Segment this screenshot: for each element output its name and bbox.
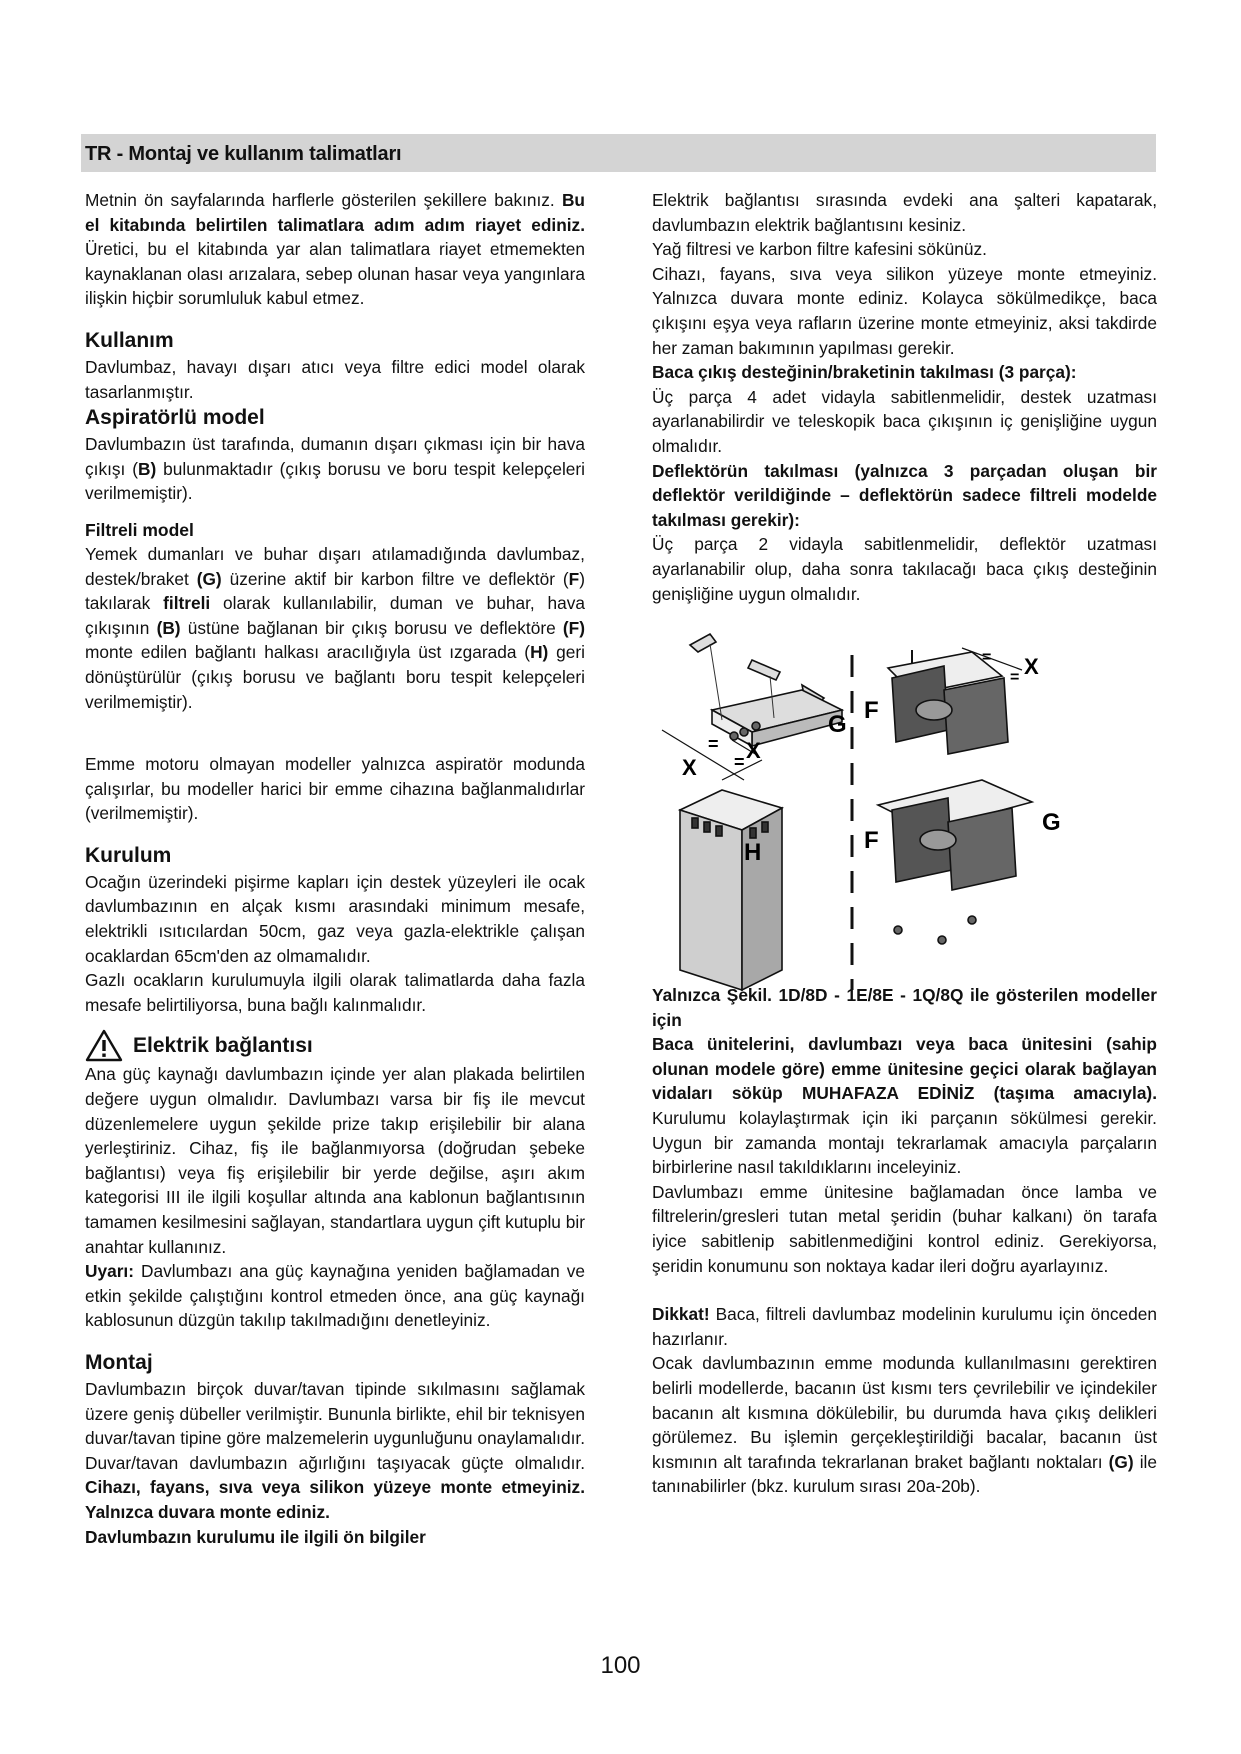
bracket-heading: Baca çıkış desteğinin/braketinin takılması (3 parça):	[652, 362, 1077, 383]
elektrik-text: Ana güç kaynağı davlumbazın içinde yer alan plakada belirtilen değere uygun olmalıdır. Davlumbazı varsa bir fiş ile mevcut düzenlemelere uygun şekilde prize takıp erişilebilir bir alana yerleştiriniz. Cihaz, fiş ile bağlanmıyorsa (doğrudan şebeke bağlantısı) veya fiş erişilebilir bir yerde değilse, aşırı akım kategorisi III ile ilgili koşullar altında ana kablonun bağlantısının tamamen kesilmesini sağlayan, standartlara uygun çift kutuplu bir anahtar kullanınız.	[85, 1064, 585, 1257]
aspirator-text: Davlumbazın üst tarafında, dumanın dışarı çıkması için bir hava çıkışı (B) bulunmaktadır (çıkış borusu ve boru tespit kelepçeleri verilmemiştir).	[85, 434, 585, 504]
ocak-text: Ocak davlumbazının emme modunda kullanılmasını gerektiren belirli modellerde, bacanın üst kısmı ters çevrilebilir ve içindekiler bacanın alt kısmına dökülebilir, bu durumda hava çıkış delikleri görülemez. Bu işlemin gerçekleştirildiği bacalar, bacanın üst kısmının alt tarafında tekrarlanan braket bağlantı noktaları (G) ile tanınabilirler (bkz. kurulum sırası 20a-20b).	[652, 1353, 1157, 1497]
deflector-text: Üç parça 2 vidayla sabitlenmelidir, deflektör uzatması ayarlanabilir olup, daha sonra takılacağı baca çıkış desteğinin genişliğine uygun olmalıdır.	[652, 534, 1157, 604]
label-g-top: G	[828, 711, 847, 738]
aspirator-heading: Aspiratörlü model	[85, 406, 265, 430]
bracket-text: Üç parça 4 adet vidayla sabitlenmelidir, destek uzatması ayarlanabilirdir ve teleskopik baca çıkışının iç genişliğine uygun olmalıdır.	[652, 386, 1157, 456]
label-x-mid: X	[746, 738, 761, 763]
elec-disconnect-text: Elektrik bağlantısı sırasında evdeki ana şalteri kapatarak, davlumbazın elektrik bağlantısını kesiniz.	[652, 190, 1157, 235]
label-h: H	[744, 839, 762, 866]
montaj-subheading: Davlumbazın kurulumu ile ilgili ön bilgiler	[85, 1526, 426, 1547]
montaj-text: Davlumbazın birçok duvar/tavan tipinde sıkılmasını sağlamak üzere geniş dübeller verilmiştir. Bununla birlikte, ehil bir teknisyen duvar/tavan tipine göre malzemelerin uygunluğunu onaylamalıdır. Duvar/tavan davlumbazın ağırlığını taşıyacak güçte olmalıdır. Cihazı, fayans, sıva veya silikon yüzeye monte etmeyiniz. Yalnızca duvara monte ediniz.	[85, 1378, 585, 1522]
surface-text: Cihazı, fayans, sıva veya silikon yüzeye monte etmeyiniz. Yalnızca duvara monte ediniz. Kolayca sökülmedikçe, baca çıkışını eşya veya rafların üzerine monte etmeyiniz, aksi takdirde her zaman bakımının yapılması gerekir.	[652, 263, 1157, 358]
deflector-top	[888, 648, 1022, 754]
label-eq-2: =	[708, 734, 719, 754]
section-title: TR - Montaj ve kullanım talimatları	[85, 143, 402, 165]
dikkat-text: Dikkat! Baca, filtreli davlumbaz modelinin kurulumu için önceden hazırlanır.	[652, 1304, 1157, 1349]
label-eq-1: =	[734, 752, 745, 772]
label-f-bottom: F	[864, 827, 879, 854]
lamp-text: Davlumbazı emme ünitesine bağlamadan önce lamba ve filtrelerin/gresleri tutan metal şeridin (buhar kalkanı) ön tarafa iyice sabitlenip sabitlenmediğini kontrol ediniz. Gerekiyorsa, şeridin konumunu son noktaya kadar ileri doğru ayarlayınız.	[652, 1181, 1157, 1276]
deflector-heading: Deflektörün takılması (yalnızca 3 parçadan oluşan bir deflektör verildiğinde – deflektörün sadece filtreli modelde takılması gerekir):	[652, 460, 1157, 530]
label-eq-3: =	[982, 649, 992, 666]
label-f-top: F	[864, 697, 879, 724]
installation-diagram	[652, 630, 1157, 995]
filtreli-text: Yemek dumanları ve buhar dışarı atılamadığında davlumbaz, destek/braket (G) üzerine aktif bir karbon filtre ve deflektör (F) takılarak filtreli olarak kullanılabilir, duman ve buhar, hava çıkışının (B) üstüne bağlanan bir çıkış borusu ve deflektöre (F) monte edilen bağlantı halkası aracılığıyla üst ızgarada (H) geri dönüştürülür (çıkış borusu ve bağlantı boru tespit kelepçeleri verilmemiştir).	[85, 543, 585, 712]
baca-text: Baca ünitelerini, davlumbazı veya baca ünitesini (sahip olunan modele göre) emme ünitesine geçici olarak bağlayan vidaları söküp MUHAFAZA EDİNİZ (taşıma amacıyla). Kurulumu kolaylaştırmak için iki parçanın sökülmesi gerekir. Uygun bir zamanda montajı tekrarlamak amacıyla parçaların birbirlerine nasıl takıldıklarını inceleyiniz.	[652, 1034, 1157, 1178]
page-number: 100	[600, 1652, 641, 1679]
installation-figure	[652, 630, 1157, 995]
elektrik-heading: Elektrik bağlantısı	[133, 1033, 313, 1057]
warning-icon	[85, 1029, 123, 1062]
chimney-assembly	[680, 760, 782, 990]
label-x-right: X	[1024, 654, 1039, 679]
left-column	[85, 188, 585, 1549]
filtreli-heading: Filtreli model	[85, 519, 194, 540]
kurulum-text-2: Gazlı ocakların kurulumuyla ilgili olarak talimatlarda daha fazla mesafe belirtiliyorsa, buna bağlı kalınmalıdır.	[85, 970, 585, 1015]
kullanim-heading: Kullanım	[85, 328, 174, 352]
emme-text: Emme motoru olmayan modeller yalnızca aspiratör modunda çalışırlar, bu modeller harici bir emme cihazına bağlanmalıdırlar (verilmemiştir).	[85, 754, 585, 824]
deflector-bottom	[878, 780, 1032, 944]
uyari-text: Uyarı: Davlumbazı ana güç kaynağına yeniden bağlamadan ve etkin şekilde çalıştığını kontrol etmeden önce, ana güç kaynağı kablosunun düzgün takılıp takılmadığını denetleyiniz.	[85, 1261, 585, 1331]
kurulum-heading: Kurulum	[85, 843, 172, 867]
models-heading: Yalnızca Şekil. 1D/8D - 1E/8E - 1Q/8Q ile gösterilen modeller için	[652, 985, 1157, 1030]
elektrik-heading-row	[85, 1029, 585, 1062]
label-g-bottom: G	[1042, 809, 1061, 836]
kurulum-text-1: Ocağın üzerindeki pişirme kapları için destek yüzeyleri ile ocak davlumbazının en alçak kısmı arasındaki minimum mesafe, elektrikli ısıtıcılardan 50cm, gaz veya gazla-elektrikle çalışan ocaklardan 65cm'den az olmamalıdır.	[85, 871, 585, 966]
kullanim-text: Davlumbaz, havayı dışarı atıcı veya filtre edici model olarak tasarlanmıştır.	[85, 356, 585, 402]
section-header	[81, 134, 1156, 172]
label-x-top: X	[682, 755, 697, 780]
filter-remove-text: Yağ filtresi ve karbon filtre kafesini sökünüz.	[652, 239, 987, 260]
intro-paragraph: Metnin ön sayfalarında harflerle gösterilen şekillere bakınız. Bu el kitabında belirtilen talimatlara adım adım riayet ediniz. Üretici, bu el kitabında yar alan talimatlara riayet etmemekten kaynaklanan olası arızalara, sebep olunan hasar veya yangınlara ilişkin hiçbir sorumluluk kabul etmez.	[85, 190, 585, 309]
montaj-heading: Montaj	[85, 1350, 153, 1374]
label-eq-4: =	[1010, 669, 1020, 686]
